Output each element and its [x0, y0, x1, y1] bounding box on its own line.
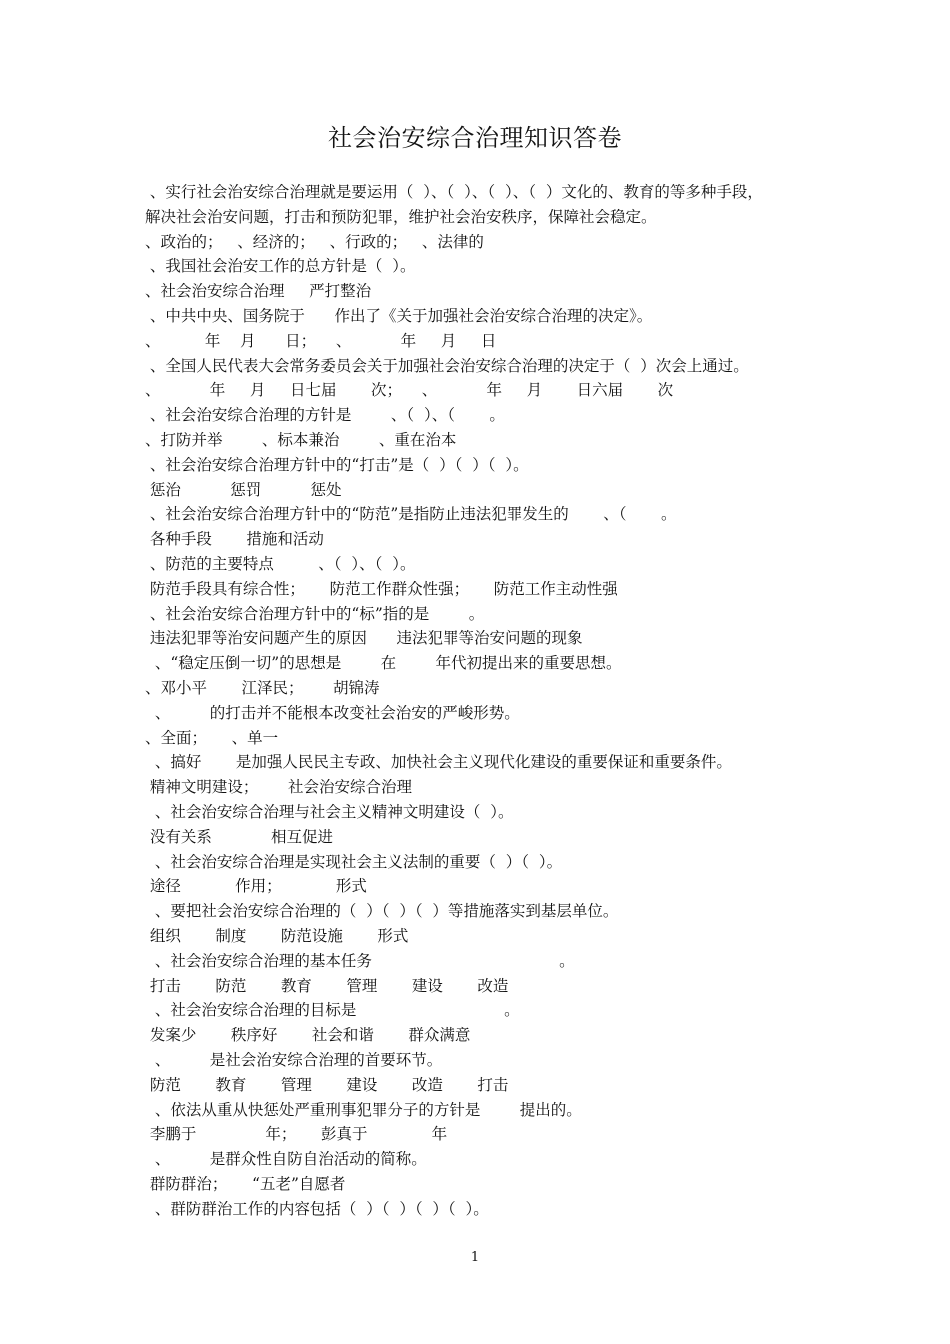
text-line: 惩治 惩罚 惩处 [145, 480, 342, 499]
text-line: 、社会治安综合治理的目标是 。 [145, 1001, 520, 1020]
text-line: 没有关系 相互促进 [145, 827, 334, 846]
text-line: 李鹏于 年； 彭真于 年 [145, 1125, 448, 1144]
text-line: 解决社会治安问题，打击和预防犯罪，维护社会治安秩序，保障社会稳定。 [145, 207, 657, 226]
text-line: 、中共中央、国务院于 作出了《关于加强社会治安综合治理的决定》。 [145, 307, 653, 325]
text-line: 群防群治； “五老”自愿者 [145, 1175, 346, 1193]
text-line: 、社会治安综合治理与社会主义精神文明建设（ ）。 [145, 803, 514, 821]
text-line: 、打防并举 、标本兼治 、重在治本 [145, 431, 457, 449]
text-line: 、社会治安综合治理方针中的“标”指的是 。 [145, 604, 485, 623]
text-line: 组织 制度 防范设施 形式 [145, 927, 409, 945]
text-line: 、社会治安综合治理 严打整治 [145, 282, 372, 301]
text-line: 、实行社会治安综合治理就是要运用（ ）、（ ）、（ ）、（ ）文化的、教育的等多种手段， [145, 183, 763, 201]
text-line: 、社会治安综合治理方针中的“打击”是（ ）（ ）（ ）。 [145, 455, 529, 474]
text-line: 、“稳定压倒一切”的思想是 在 年代初提出来的重要思想。 [145, 654, 622, 673]
page-number: 1 [470, 1250, 480, 1265]
document-title: 社会治安综合治理知识答卷 [328, 124, 622, 152]
text-line: 违法犯罪等治安问题产生的原因 违法犯罪等治安问题的现象 [145, 629, 583, 648]
text-line: 、 年 月 日； 、 年 月 日 [145, 331, 497, 350]
text-line: 各种手段 措施和活动 [145, 530, 324, 549]
text-line: 精神文明建设； 社会治安综合治理 [145, 778, 412, 797]
text-line: 、防范的主要特点 、（ ）、（ ）。 [145, 555, 416, 573]
text-line: 、搞好 是加强人民民主专政、加快社会主义现代化建设的重要保证和重要条件。 [145, 753, 732, 772]
text-line: 防范手段具有综合性； 防范工作群众性强； 防范工作主动性强 [145, 579, 618, 598]
text-line: 打击 防范 教育 管理 建设 改造 [145, 976, 509, 995]
text-line: 、 的打击并不能根本改变社会治安的严峻形势。 [145, 703, 520, 722]
text-line: 发案少 秩序好 社会和谐 群众满意 [145, 1026, 471, 1045]
text-line: 、社会治安综合治理的基本任务 。 [145, 951, 575, 970]
text-line: 、群防群治工作的内容包括（ ）（ ）（ ）（ ）。 [145, 1199, 489, 1218]
text-line: 、依法从重从快惩处严重刑事犯罪分子的方针是 提出的。 [145, 1100, 582, 1119]
text-line: 、政治的； 、经济的； 、行政的； 、法律的 [145, 232, 484, 251]
text-line: 、社会治安综合治理方针中的“防范”是指防止违法犯罪发生的 、（ 。 [145, 505, 677, 524]
text-line: 途径 作用； 形式 [145, 877, 367, 896]
text-line: 、全面； 、单一 [145, 728, 279, 747]
text-line: 、 年 月 日七届 次； 、 年 月 日六届 次 [145, 381, 674, 400]
text-line: 、我国社会治安工作的总方针是（ ）。 [145, 257, 416, 276]
text-line: 、 是社会治安综合治理的首要环节。 [145, 1051, 443, 1069]
text-line: 、邓小平 江泽民； 胡锦涛 [145, 679, 380, 697]
text-line: 、全国人民代表大会常务委员会关于加强社会治安综合治理的决定于（ ）次会上通过。 [145, 356, 749, 375]
text-line: 、要把社会治安综合治理的（ ）（ ）（ ）等措施落实到基层单位。 [145, 902, 619, 921]
text-line: 防范 教育 管理 建设 改造 打击 [145, 1075, 509, 1094]
text-line: 、社会治安综合治理是实现社会主义法制的重要（ ）（ ）。 [145, 852, 563, 871]
text-line: 、社会治安综合治理的方针是 、（ ）、（ 。 [145, 406, 505, 425]
text-line: 、 是群众性自防自治活动的简称。 [145, 1150, 427, 1169]
